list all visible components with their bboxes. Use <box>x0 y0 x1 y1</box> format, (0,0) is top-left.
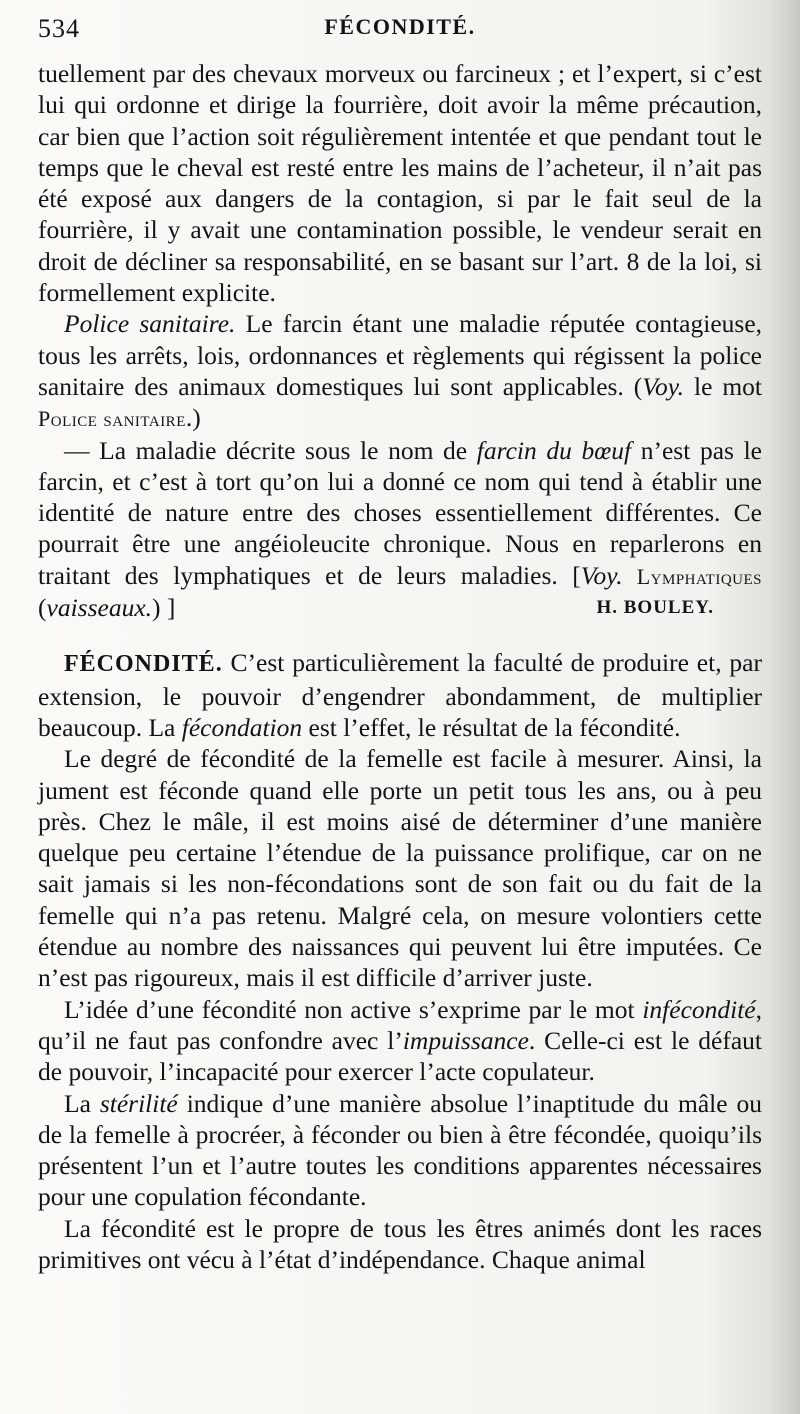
italic-term: fécondation <box>181 712 303 742</box>
paragraph-infecondite <box>38 994 762 1088</box>
see-also-voy: Voy. <box>580 560 623 590</box>
paragraph-text: Le farcin étant une maladie réputée contagieuse, tous les arrêts, lois, ordonnances et règlements qui régissent la police sanitaire des animaux domestiques lui sont applicables. ( <box>38 309 763 401</box>
section-lead: Police sanitaire. <box>64 309 236 339</box>
paragraph-sterilite <box>38 1088 762 1213</box>
see-also-voy: Voy. <box>642 371 685 401</box>
entry-fecondite <box>38 647 762 743</box>
author-signature: H. BOULEY. <box>596 597 714 619</box>
cross-reference: Police sanitaire <box>38 406 186 432</box>
paragraph-farcin-du-boeuf <box>38 435 762 624</box>
paragraph-text: — La maladie décrite sous le nom de <box>64 435 477 465</box>
paragraph-police-sanitaire <box>38 308 762 434</box>
cross-reference: Lymphatiques <box>622 563 763 589</box>
italic-term: impuissance <box>402 1025 529 1055</box>
entry-heading: FÉCONDITÉ. <box>64 651 223 678</box>
paragraph-text: n’est pas le farcin, et c’est à tort qu’on lui a donné ce nom qui tend à établir une identité de nature entre des choses essentiellement différentes. Ce pourrait être une angéioleucite chronique. Nous en reparlerons en traitant des lymphatiques et de leurs maladies. [ <box>38 435 762 590</box>
paragraph-text: ( <box>38 593 47 623</box>
paragraph-text: L’idée d’une fécondité non active s’exprime par le mot <box>64 994 643 1024</box>
page-header <box>0 12 800 52</box>
entry-separator <box>38 623 762 647</box>
paragraph-degre: Le degré de fécondité de la femelle est facile à mesurer. Ainsi, la jument est féconde quand elle porte un petit tous les ans, ou à peu près. Chez le mâle, il est moins aisé de déterminer d’une manière quelque peu certaine l’étendue de la puissance prolifique, car on ne sait jamais si les non-fécondations sont de son fait ou du fait de la femelle qui n’a pas retenu. Malgré cela, on mesure volontiers cette étendue au nombre des naissances qui peuvent lui être imputées. Ce n’est pas rigoureux, mais il est difficile d’arriver juste. <box>38 744 762 993</box>
paragraph-text: , qu’il ne faut pas confondre avec l’ <box>38 994 762 1055</box>
page-number: 534 <box>38 14 80 43</box>
italic-term: vaisseaux. <box>46 593 153 623</box>
body-text <box>38 58 762 1275</box>
italic-term: farcin du bœuf <box>476 435 632 465</box>
paragraph-propre: La fécondité est le propre de tous les êtres animés dont les races primitives ont vécu à l’état d’indépendance. Chaque animal <box>38 1213 762 1274</box>
paragraph-text: ) ] <box>152 593 176 623</box>
paragraph-continuation: tuellement par des chevaux morveux ou farcineux ; et l’expert, si c’est lui qui ordonne et dirige la fourrière, doit avoir la même précaution, car bien que l’action soit régulièrement intentée et que pendant tout le temps que le cheval est resté entre les mains de l’acheteur, il n’ait pas été exposé aux dangers de la contagion, si par le fait seul de la fourrière, il y avait une contamination possible, le vendeur serait en droit de décliner sa responsabilité, en se basant sur l’art. 8 de la loi, si formellement explicite. <box>38 59 762 308</box>
paragraph-text: indique d’une manière absolue l’inaptitude du mâle ou de la femelle à procréer, à féconder ou bien à être fécondée, quoiqu’ils présentent l’un et l’autre toutes les conditions apparentes nécessaires pour une copulation fécondante. <box>38 1088 762 1212</box>
paragraph-text: . Celle-ci est le défaut de pouvoir, l’incapacité pour exercer l’acte copulateur. <box>38 1025 762 1087</box>
paragraph-text: .) <box>185 403 201 433</box>
paragraph-text: le mot <box>684 371 763 401</box>
italic-term: infécondité <box>642 994 756 1024</box>
paragraph-text: La <box>64 1088 100 1118</box>
paragraph-text: est l’effet, le résultat de la fécondité. <box>302 712 681 742</box>
italic-term: stérilité <box>99 1088 178 1118</box>
running-title: FÉCONDITÉ. <box>324 14 476 39</box>
paragraph-text: C’est particulièrement la faculté de produire et, par extension, le pouvoir d’engendrer abondamment, de multiplier beaucoup. La <box>38 648 762 742</box>
